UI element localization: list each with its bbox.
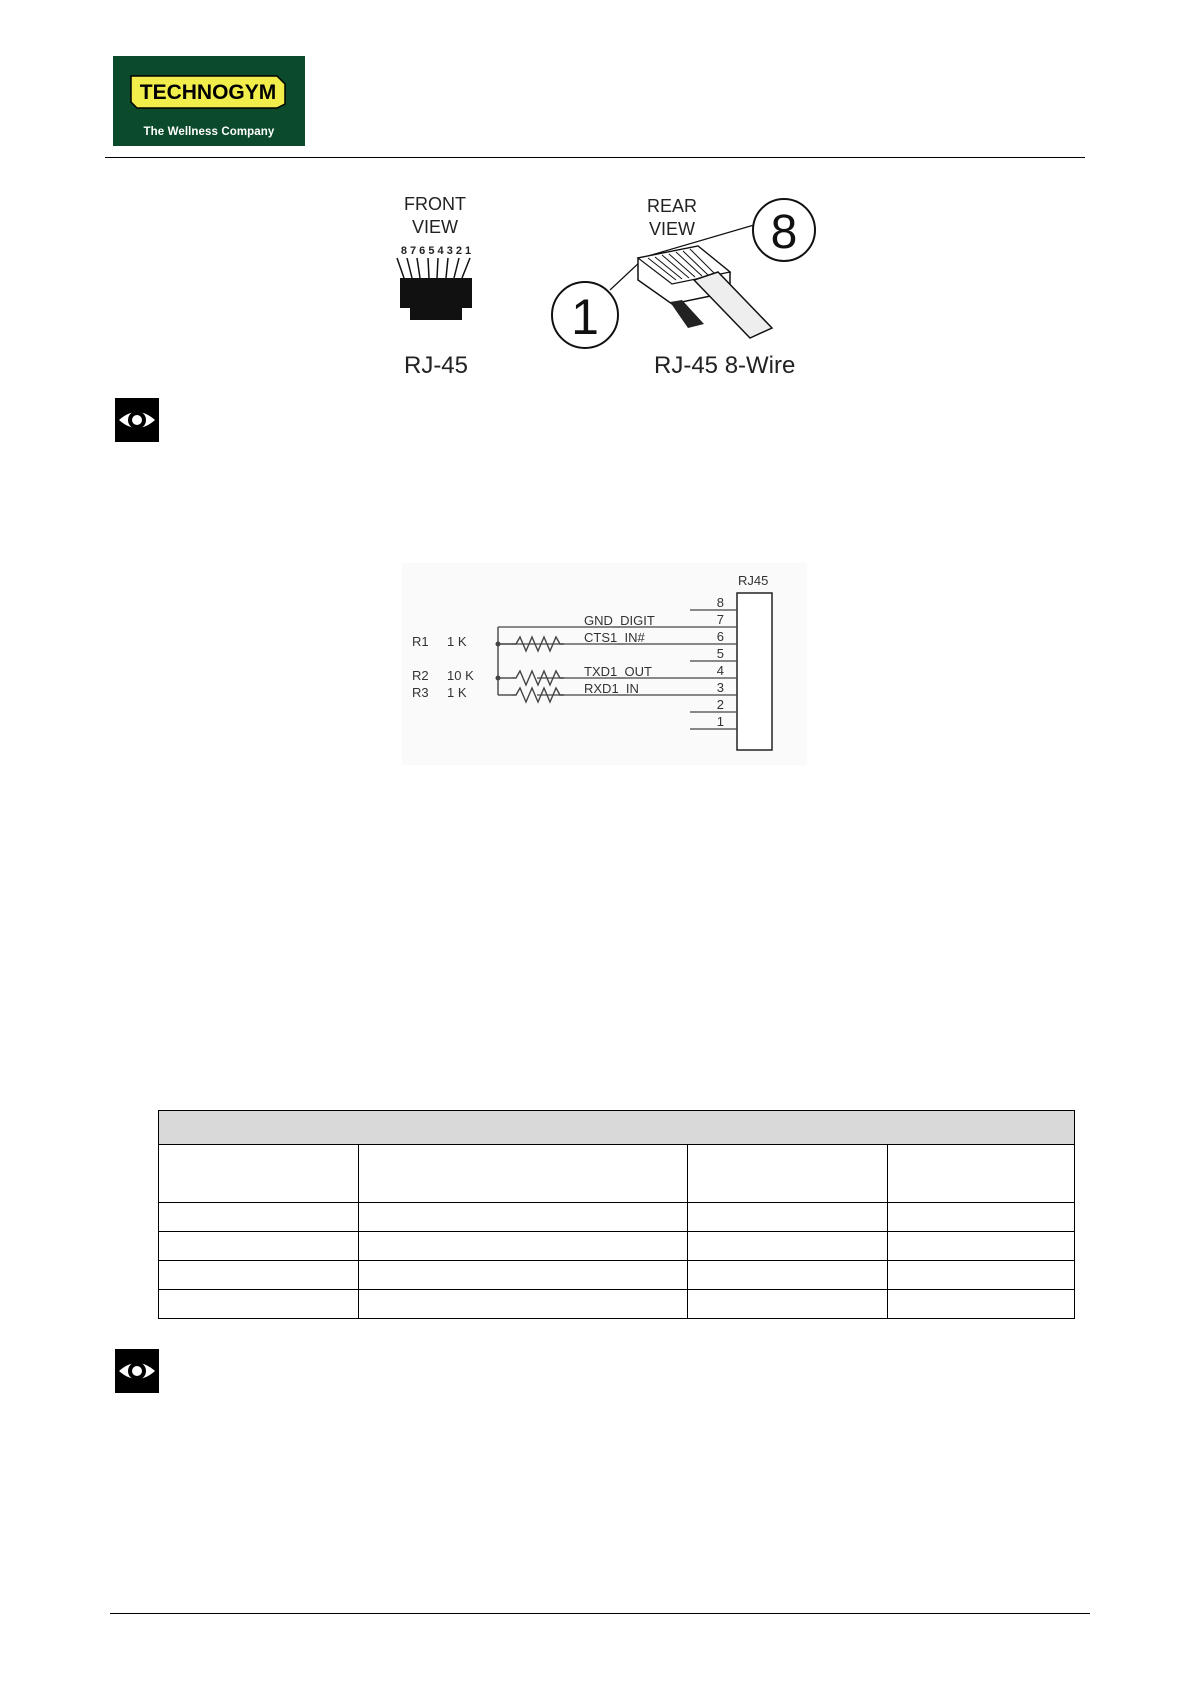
table-cell: [888, 1290, 1075, 1319]
table-title: [159, 1111, 1075, 1145]
eye-icon: [115, 1349, 159, 1393]
pin-label-5: 5: [716, 646, 724, 661]
rj45-schematic: [402, 563, 807, 765]
table-cell: [888, 1203, 1075, 1232]
table-header-cell: [159, 1145, 359, 1203]
table-cell: [688, 1232, 888, 1261]
table-cell: [159, 1232, 359, 1261]
signal-cts1-in: CTS1_IN#: [584, 630, 645, 645]
pin-1-leader: [610, 260, 642, 290]
table-cell: [159, 1261, 359, 1290]
table-cell: [359, 1203, 688, 1232]
pin-1-number: 1: [571, 289, 599, 345]
table-cell: [688, 1203, 888, 1232]
logo-tagline: The Wellness Company: [143, 126, 275, 138]
table-row: [159, 1290, 1075, 1319]
spec-table: [158, 1110, 1075, 1319]
pin-label-6: 6: [716, 629, 724, 644]
pin-label-8: 8: [716, 595, 724, 610]
logo-brand: TECHNOGYM: [139, 81, 277, 104]
table-cell: [359, 1232, 688, 1261]
resistor-r2-ref: R2: [412, 668, 429, 683]
resistor-r1-ref: R1: [412, 634, 429, 649]
rear-view-label-2: VIEW: [648, 219, 696, 239]
pin-numbers: 8 7 6 5 4 3 2 1: [400, 245, 472, 257]
front-caption: RJ-45: [403, 352, 469, 379]
table-header-row: [159, 1145, 1075, 1203]
front-view-label-1: FRONT: [404, 194, 466, 214]
rear-view-label-1: REAR: [646, 196, 698, 216]
junction-dot: [496, 642, 501, 647]
rj45-label: RJ45: [738, 573, 769, 588]
resistor-r2-value: 10 K: [447, 668, 474, 683]
table-cell: [888, 1232, 1075, 1261]
table-header-cell: [888, 1145, 1075, 1203]
logo-badge: [127, 70, 289, 110]
rj45-connector-box: [737, 593, 772, 750]
table-row: [159, 1203, 1075, 1232]
table-title-row: [159, 1111, 1075, 1145]
pin-label-3: 3: [716, 680, 724, 695]
pin-label-4: 4: [716, 663, 724, 678]
header-rule: [105, 157, 1085, 158]
table-header-cell: [359, 1145, 688, 1203]
signal-txd1-out: TXD1_OUT: [584, 664, 652, 679]
table-header-cell: [688, 1145, 888, 1203]
table-cell: [159, 1203, 359, 1232]
pin-label-7: 7: [716, 612, 724, 627]
table-cell: [359, 1261, 688, 1290]
table-cell: [688, 1261, 888, 1290]
table-row: [159, 1261, 1075, 1290]
pin-8-number: 8: [770, 206, 798, 259]
resistor-r1-value: 1 K: [447, 634, 467, 649]
signal-rxd1-in: RXD1_IN: [584, 681, 639, 696]
pin-label-1: 1: [716, 714, 724, 729]
table-row: [159, 1232, 1075, 1261]
resistor-r3-ref: R3: [412, 685, 429, 700]
front-view-label-2: VIEW: [411, 217, 459, 237]
table-cell: [888, 1261, 1075, 1290]
front-jack-body: [400, 278, 472, 320]
rj45-plug-drawing: [638, 246, 772, 338]
table-cell: [359, 1290, 688, 1319]
table-cell: [688, 1290, 888, 1319]
junction-dot: [496, 676, 501, 681]
resistor-r3-value: 1 K: [447, 685, 467, 700]
rj45-connector-figure: [380, 188, 830, 388]
signal-gnd-digit: GND_DIGIT: [584, 613, 655, 628]
rear-caption: RJ-45 8-Wire: [654, 352, 796, 379]
pin-label-2: 2: [716, 697, 724, 712]
eye-icon: [115, 398, 159, 442]
table-cell: [159, 1290, 359, 1319]
footer-rule: [110, 1613, 1090, 1614]
front-pin-lines: [397, 258, 470, 278]
technogym-logo: [113, 56, 305, 146]
